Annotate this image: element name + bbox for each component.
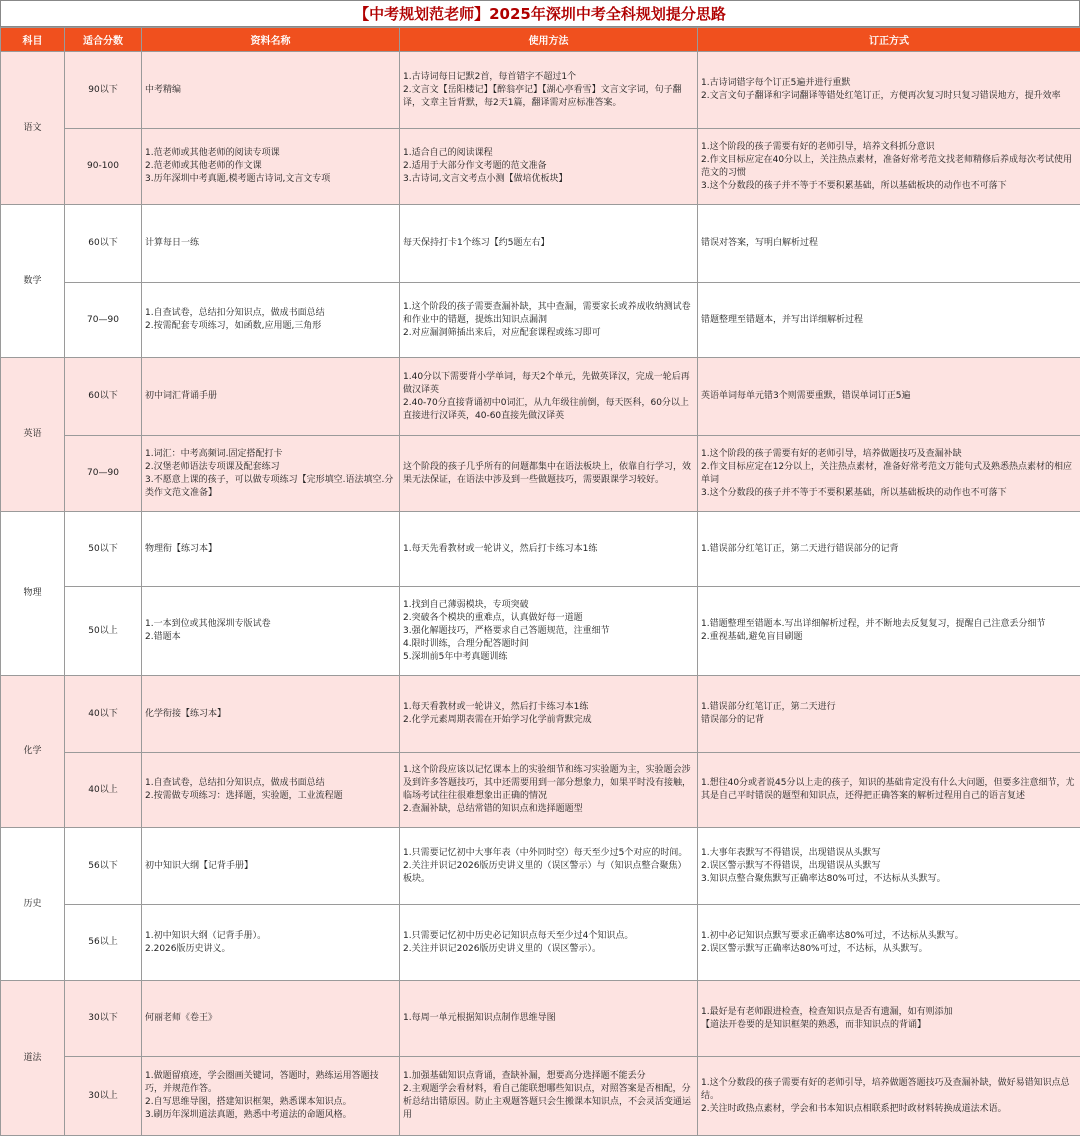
- score-cell: 70—90: [65, 283, 142, 358]
- method-cell: 1.适合自己的阅读课程 2.适用于大部分作文考题的范文准备 3.古诗词,文言文考点小测【做培优板块】: [400, 129, 698, 205]
- table-row: [1, 1057, 1080, 1136]
- header-material: 资料名称: [142, 28, 400, 52]
- correction-cell: 1.这个分数段的孩子需要有好的老师引导，培养做题答题技巧及查漏补缺，做好易错知识点总结。 2.关注时政热点素材，学会和书本知识点相联系把时政材料转换成道法术语。: [698, 1057, 1080, 1136]
- header-score: 适合分数: [65, 28, 142, 52]
- subject-cell: 化学: [1, 676, 65, 828]
- score-cell: 60以下: [65, 205, 142, 283]
- correction-cell: 1.这个阶段的孩子需要有好的老师引导，培养做题技巧及查漏补缺 2.作文目标应定在12分以上，关注热点素材，准备好常考范文万能句式及熟悉热点素材的相应单词 3.这个分数段的孩子并不等于不要积累基础，所以基础板块的动作也不可落下: [698, 436, 1080, 512]
- method-cell: 1.只需要记忆初中历史必记知识点每天至少过4个知识点。 2.关注并识记2026版历史讲义里的（误区警示）。: [400, 905, 698, 981]
- table-row: [1, 512, 1080, 587]
- method-cell: 这个阶段的孩子几乎所有的问题都集中在语法板块上，依靠自行学习，效果无法保证，在语法中涉及到一些做题技巧，需要跟课学习较好。: [400, 436, 698, 512]
- correction-cell: 1.最好是有老师跟进检查，检查知识点是否有遗漏，如有则添加 【道法开卷要的是知识框架的熟悉，而非知识点的背诵】: [698, 981, 1080, 1057]
- score-cell: 40以下: [65, 676, 142, 753]
- table-row: [1, 52, 1080, 129]
- table-row: [1, 587, 1080, 676]
- subject-cell: 物理: [1, 512, 65, 676]
- material-cell: 中考精编: [142, 52, 400, 129]
- material-cell: 1.一本到位或其他深圳专版试卷 2.错题本: [142, 587, 400, 676]
- method-cell: 每天保持打卡1个练习【约5题左右】: [400, 205, 698, 283]
- method-cell: 1.找到自己薄弱模块，专项突破 2.突破各个模块的重难点，认真做好每一道题 3.强化解题技巧，严格要求自己答题规范，注重细节 4.限时训练，合理分配答题时间 5.深圳前5年中考真题训练: [400, 587, 698, 676]
- material-cell: 1.做题留痕迹，学会圈画关键词，答题时，熟练运用答题技巧，并规范作答。 2.自写思维导图，搭建知识框架，熟悉课本知识点。 3.刷历年深圳道法真题，熟悉中考道法的命题风格。: [142, 1057, 400, 1136]
- method-cell: 1.只需要记忆初中大事年表（中外同时空）每天至少过5个对应的时间。 2.关注并识记2026版历史讲义里的（误区警示）与（知识点整合聚焦）板块。: [400, 828, 698, 905]
- score-cell: 60以下: [65, 358, 142, 436]
- material-cell: 计算每日一练: [142, 205, 400, 283]
- table-row: [1, 358, 1080, 436]
- subject-cell: 英语: [1, 358, 65, 512]
- table-row: [1, 828, 1080, 905]
- score-cell: 70—90: [65, 436, 142, 512]
- material-cell: 1.初中知识大纲（记背手册）。 2.2026版历史讲义。: [142, 905, 400, 981]
- header-method: 使用方法: [400, 28, 698, 52]
- subject-cell: 历史: [1, 828, 65, 981]
- table-row: [1, 436, 1080, 512]
- header-correction: 订正方式: [698, 28, 1080, 52]
- material-cell: 物理衔【练习本】: [142, 512, 400, 587]
- score-cell: 40以上: [65, 753, 142, 828]
- table-row: [1, 129, 1080, 205]
- score-cell: 30以下: [65, 981, 142, 1057]
- header-subject: 科目: [1, 28, 65, 52]
- material-cell: 1.词汇：中考高频词.固定搭配打卡 2.汉堡老师语法专项课及配套练习 3.不愿意上课的孩子，可以做专项练习【完形填空.语法填空.分类作文范文准备】: [142, 436, 400, 512]
- correction-cell: 1.错误部分红笔订正，第二天进行 错误部分的记背: [698, 676, 1080, 753]
- score-cell: 90以下: [65, 52, 142, 129]
- score-cell: 90-100: [65, 129, 142, 205]
- method-cell: 1.加强基础知识点背诵，查缺补漏，想要高分选择题不能丢分 2.主观题学会看材料，看自己能联想哪些知识点，对照答案是否相配，分析总结出错原因。防止主观题答题只会生搬课本知识点，不会灵活变通运用: [400, 1057, 698, 1136]
- material-cell: 1.范老师或其他老师的阅读专项课 2.范老师或其他老师的作文课 3.历年深圳中考真题,模考题古诗词,文言文专项: [142, 129, 400, 205]
- material-cell: 初中知识大纲【记背手册】: [142, 828, 400, 905]
- correction-cell: 英语单词每单元错3个则需要重默，错误单词订正5遍: [698, 358, 1080, 436]
- score-cell: 56以上: [65, 905, 142, 981]
- method-cell: 1.这个阶段应该以记忆课本上的实验细节和练习实验题为主，实验题会涉及到许多答题技巧，其中还需要用到一部分想象力，如果平时没有接触，临场考试往往很难想象出正确的情况 2.查漏补缺，总结常错的知识点和选择题题型: [400, 753, 698, 828]
- subject-cell: 数学: [1, 205, 65, 358]
- correction-cell: 1.古诗词错字每个订正5遍并进行重默 2.文言文句子翻译和字词翻译等错处红笔订正，方便再次复习时只复习错误地方，提升效率: [698, 52, 1080, 129]
- correction-cell: 1.初中必记知识点默写要求正确率达80%可过，不达标从头默写。 2.误区警示默写正确率达80%可过，不达标，从头默写。: [698, 905, 1080, 981]
- correction-cell: 错题整理至错题本，并写出详细解析过程: [698, 283, 1080, 358]
- table-row: [1, 205, 1080, 283]
- correction-cell: 1.这个阶段的孩子需要有好的老师引导，培养文科抓分意识 2.作文目标应定在40分以上，关注热点素材，准备好常考范文找老师精修后养成每次考试使用范文的习惯 3.这个分数段的孩子并不等于不要积累基础，所以基础板块的动作也不可落下: [698, 129, 1080, 205]
- method-cell: 1.每天看教材或一轮讲义，然后打卡练习本1练 2.化学元素周期表需在开始学习化学前背默完成: [400, 676, 698, 753]
- method-cell: 1.古诗词每日记默2首，每首错字不超过1个 2.文言文【岳阳楼记】【醉翁亭记】【湖心亭看雪】文言文字词，句子翻译，文章主旨背默，每2天1篇，翻译需对应标准答案。: [400, 52, 698, 129]
- correction-cell: 错误对答案，写明白解析过程: [698, 205, 1080, 283]
- table-row: [1, 676, 1080, 753]
- material-cell: 化学衔接【练习本】: [142, 676, 400, 753]
- score-cell: 50以上: [65, 587, 142, 676]
- table-row: [1, 905, 1080, 981]
- method-cell: 1.每周一单元根据知识点制作思维导图: [400, 981, 698, 1057]
- correction-cell: 1.错题整理至错题本.写出详细解析过程，并不断地去反复复习，提醒自己注意丢分细节 2.重视基础,避免盲目刷题: [698, 587, 1080, 676]
- subject-cell: 道法: [1, 981, 65, 1136]
- method-cell: 1.这个阶段的孩子需要查漏补缺，其中查漏，需要家长或养成收纳测试卷和作业中的错题，提炼出知识点漏洞 2.对应漏洞筛插出来后，对应配套课程或练习即可: [400, 283, 698, 358]
- score-cell: 50以下: [65, 512, 142, 587]
- material-cell: 初中词汇背诵手册: [142, 358, 400, 436]
- plan-table: [0, 27, 1080, 1136]
- page-title: 【中考规划范老师】2025年深圳中考全科规划提分思路: [0, 0, 1080, 27]
- correction-cell: 1.想往40分或者说45分以上走的孩子，知识的基础肯定没有什么大问题，但要多注意细节，尤其是自己平时错误的题型和知识点，还得把正确答案的解析过程用自己的语言复述: [698, 753, 1080, 828]
- table-row: [1, 981, 1080, 1057]
- score-cell: 56以下: [65, 828, 142, 905]
- table-row: [1, 753, 1080, 828]
- method-cell: 1.每天先看教材或一轮讲义，然后打卡练习本1练: [400, 512, 698, 587]
- score-cell: 30以上: [65, 1057, 142, 1136]
- correction-cell: 1.错误部分红笔订正，第二天进行错误部分的记背: [698, 512, 1080, 587]
- table-row: [1, 283, 1080, 358]
- correction-cell: 1.大事年表默写不得错误，出现错误从头默写 2.误区警示默写不得错误，出现错误从头默写 3.知识点整合聚焦默写正确率达80%可过，不达标从头默写。: [698, 828, 1080, 905]
- method-cell: 1.40分以下需要背小学单词，每天2个单元，先做英译汉，完成一轮后再做汉译英 2.40-70分直接背诵初中0词汇，从九年级往前倒，每天医科，60分以上直接进行汉译英，40-60直接先做汉译英: [400, 358, 698, 436]
- subject-cell: 语文: [1, 52, 65, 205]
- material-cell: 1.自查试卷，总结扣分知识点，做成书面总结 2.按需做专项练习：选择题，实验题，工业流程题: [142, 753, 400, 828]
- material-cell: 何丽老师《卷王》: [142, 981, 400, 1057]
- material-cell: 1.自查试卷，总结扣分知识点，做成书面总结 2.按需配套专项练习，如函数,应用题,三角形: [142, 283, 400, 358]
- header-row: [1, 28, 1080, 52]
